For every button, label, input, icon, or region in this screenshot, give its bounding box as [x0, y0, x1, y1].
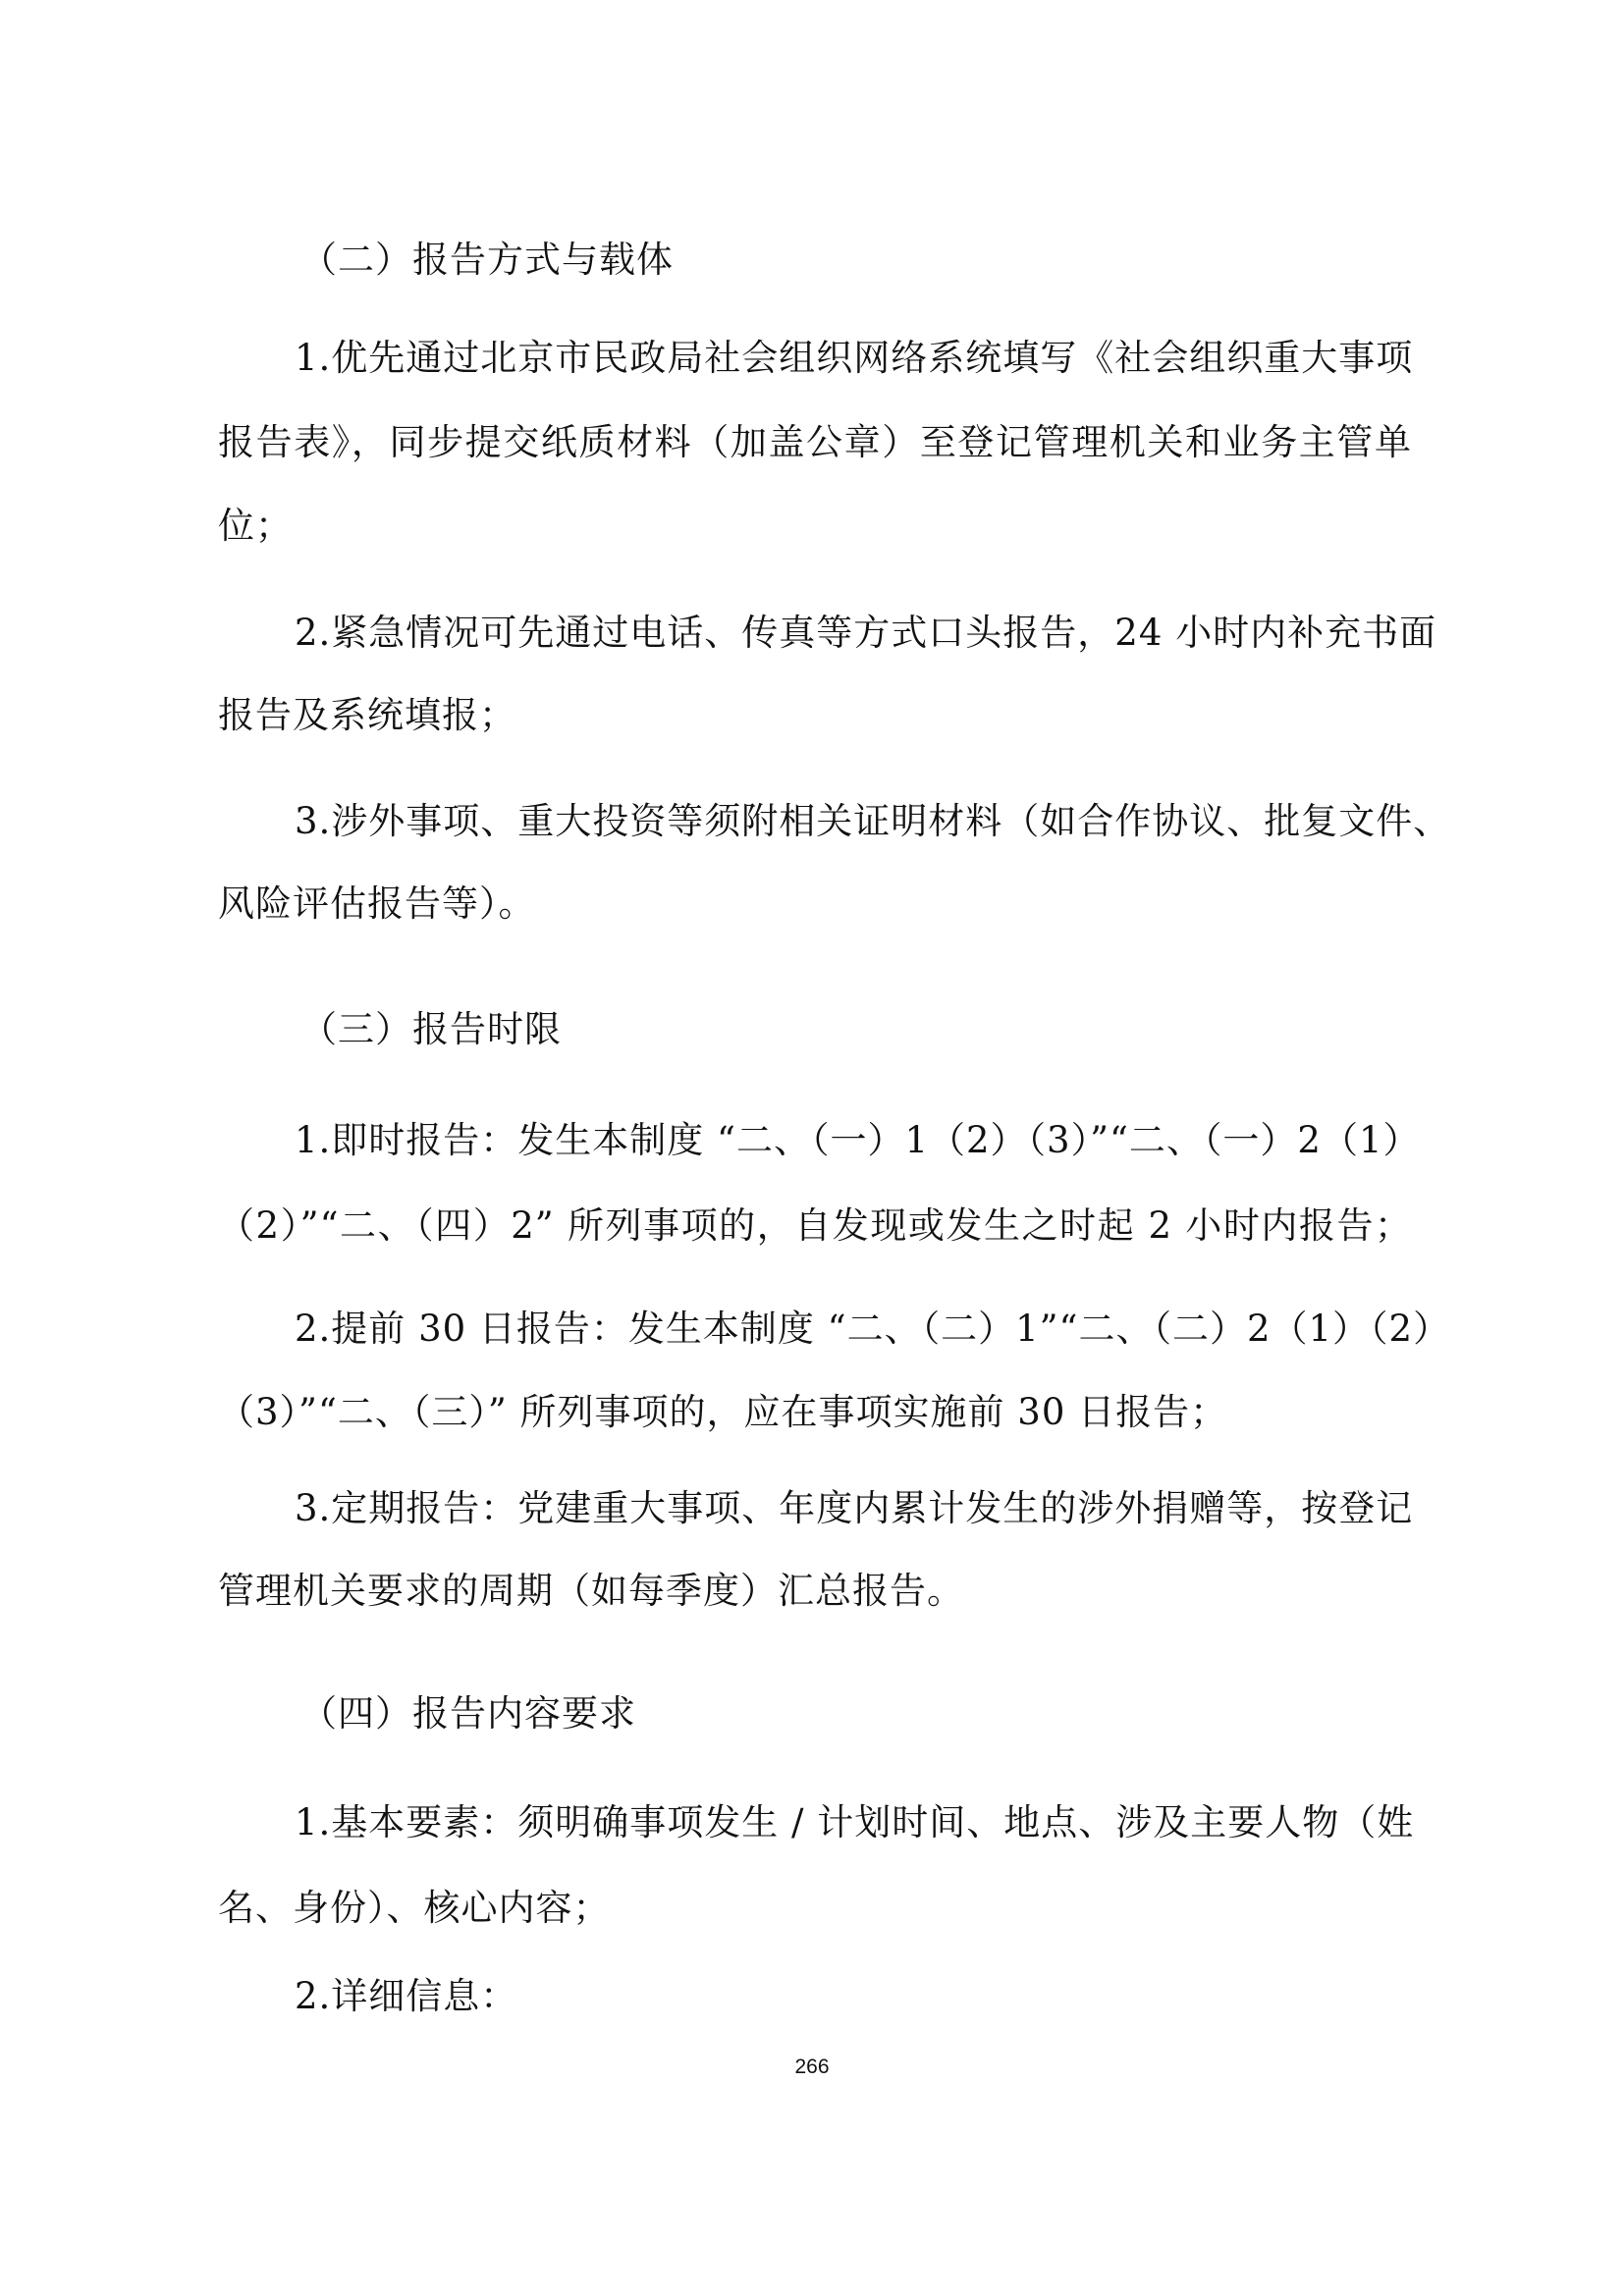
paragraph-line: 名、身份）、核心内容；	[218, 1887, 611, 1929]
paragraph-line: 报告及系统填报；	[218, 694, 516, 736]
paragraph-line: （2）”“二、（四）2” 所列事项的，自发现或发生之时起 2 小时内报告；	[218, 1204, 1412, 1247]
paragraph-line: （3）”“二、（三）” 所列事项的，应在事项实施前 30 日报告；	[218, 1391, 1228, 1433]
paragraph-line: 管理机关要求的周期（如每季度）汇总报告。	[218, 1570, 964, 1612]
paragraph-line: 3.涉外事项、重大投资等须附相关证明材料（如合作协议、批复文件、	[295, 800, 1451, 842]
paragraph-line: 2.详细信息：	[295, 1975, 518, 2017]
section-heading-report-deadline: （三）报告时限	[300, 1008, 562, 1050]
page-number: 266	[794, 2056, 830, 2078]
paragraph-line: 位；	[218, 505, 293, 547]
section-heading-report-content: （四）报告内容要求	[300, 1692, 636, 1735]
paragraph-line: 2.提前 30 日报告：发生本制度 “二、（二）1”“二、（二）2（1）（2）	[295, 1308, 1451, 1350]
paragraph-line: 3.定期报告：党建重大事项、年度内累计发生的涉外捐赠等，按登记	[295, 1487, 1414, 1529]
paragraph-line: 风险评估报告等）。	[218, 882, 536, 925]
paragraph-line: 1.即时报告：发生本制度 “二、（一）1（2）（3）”“二、（一）2（1）	[295, 1119, 1421, 1161]
paragraph-line: 报告表》，同步提交纸质材料（加盖公章）至登记管理机关和业务主管单	[218, 421, 1412, 463]
paragraph-line: 2.紧急情况可先通过电话、传真等方式口头报告，24 小时内补充书面	[295, 612, 1437, 654]
section-heading-report-method: （二）报告方式与载体	[300, 239, 674, 281]
paragraph-line: 1.基本要素：须明确事项发生 / 计划时间、地点、涉及主要人物（姓	[295, 1801, 1415, 1843]
paragraph-line: 1.优先通过北京市民政局社会组织网络系统填写《社会组织重大事项	[295, 337, 1414, 379]
